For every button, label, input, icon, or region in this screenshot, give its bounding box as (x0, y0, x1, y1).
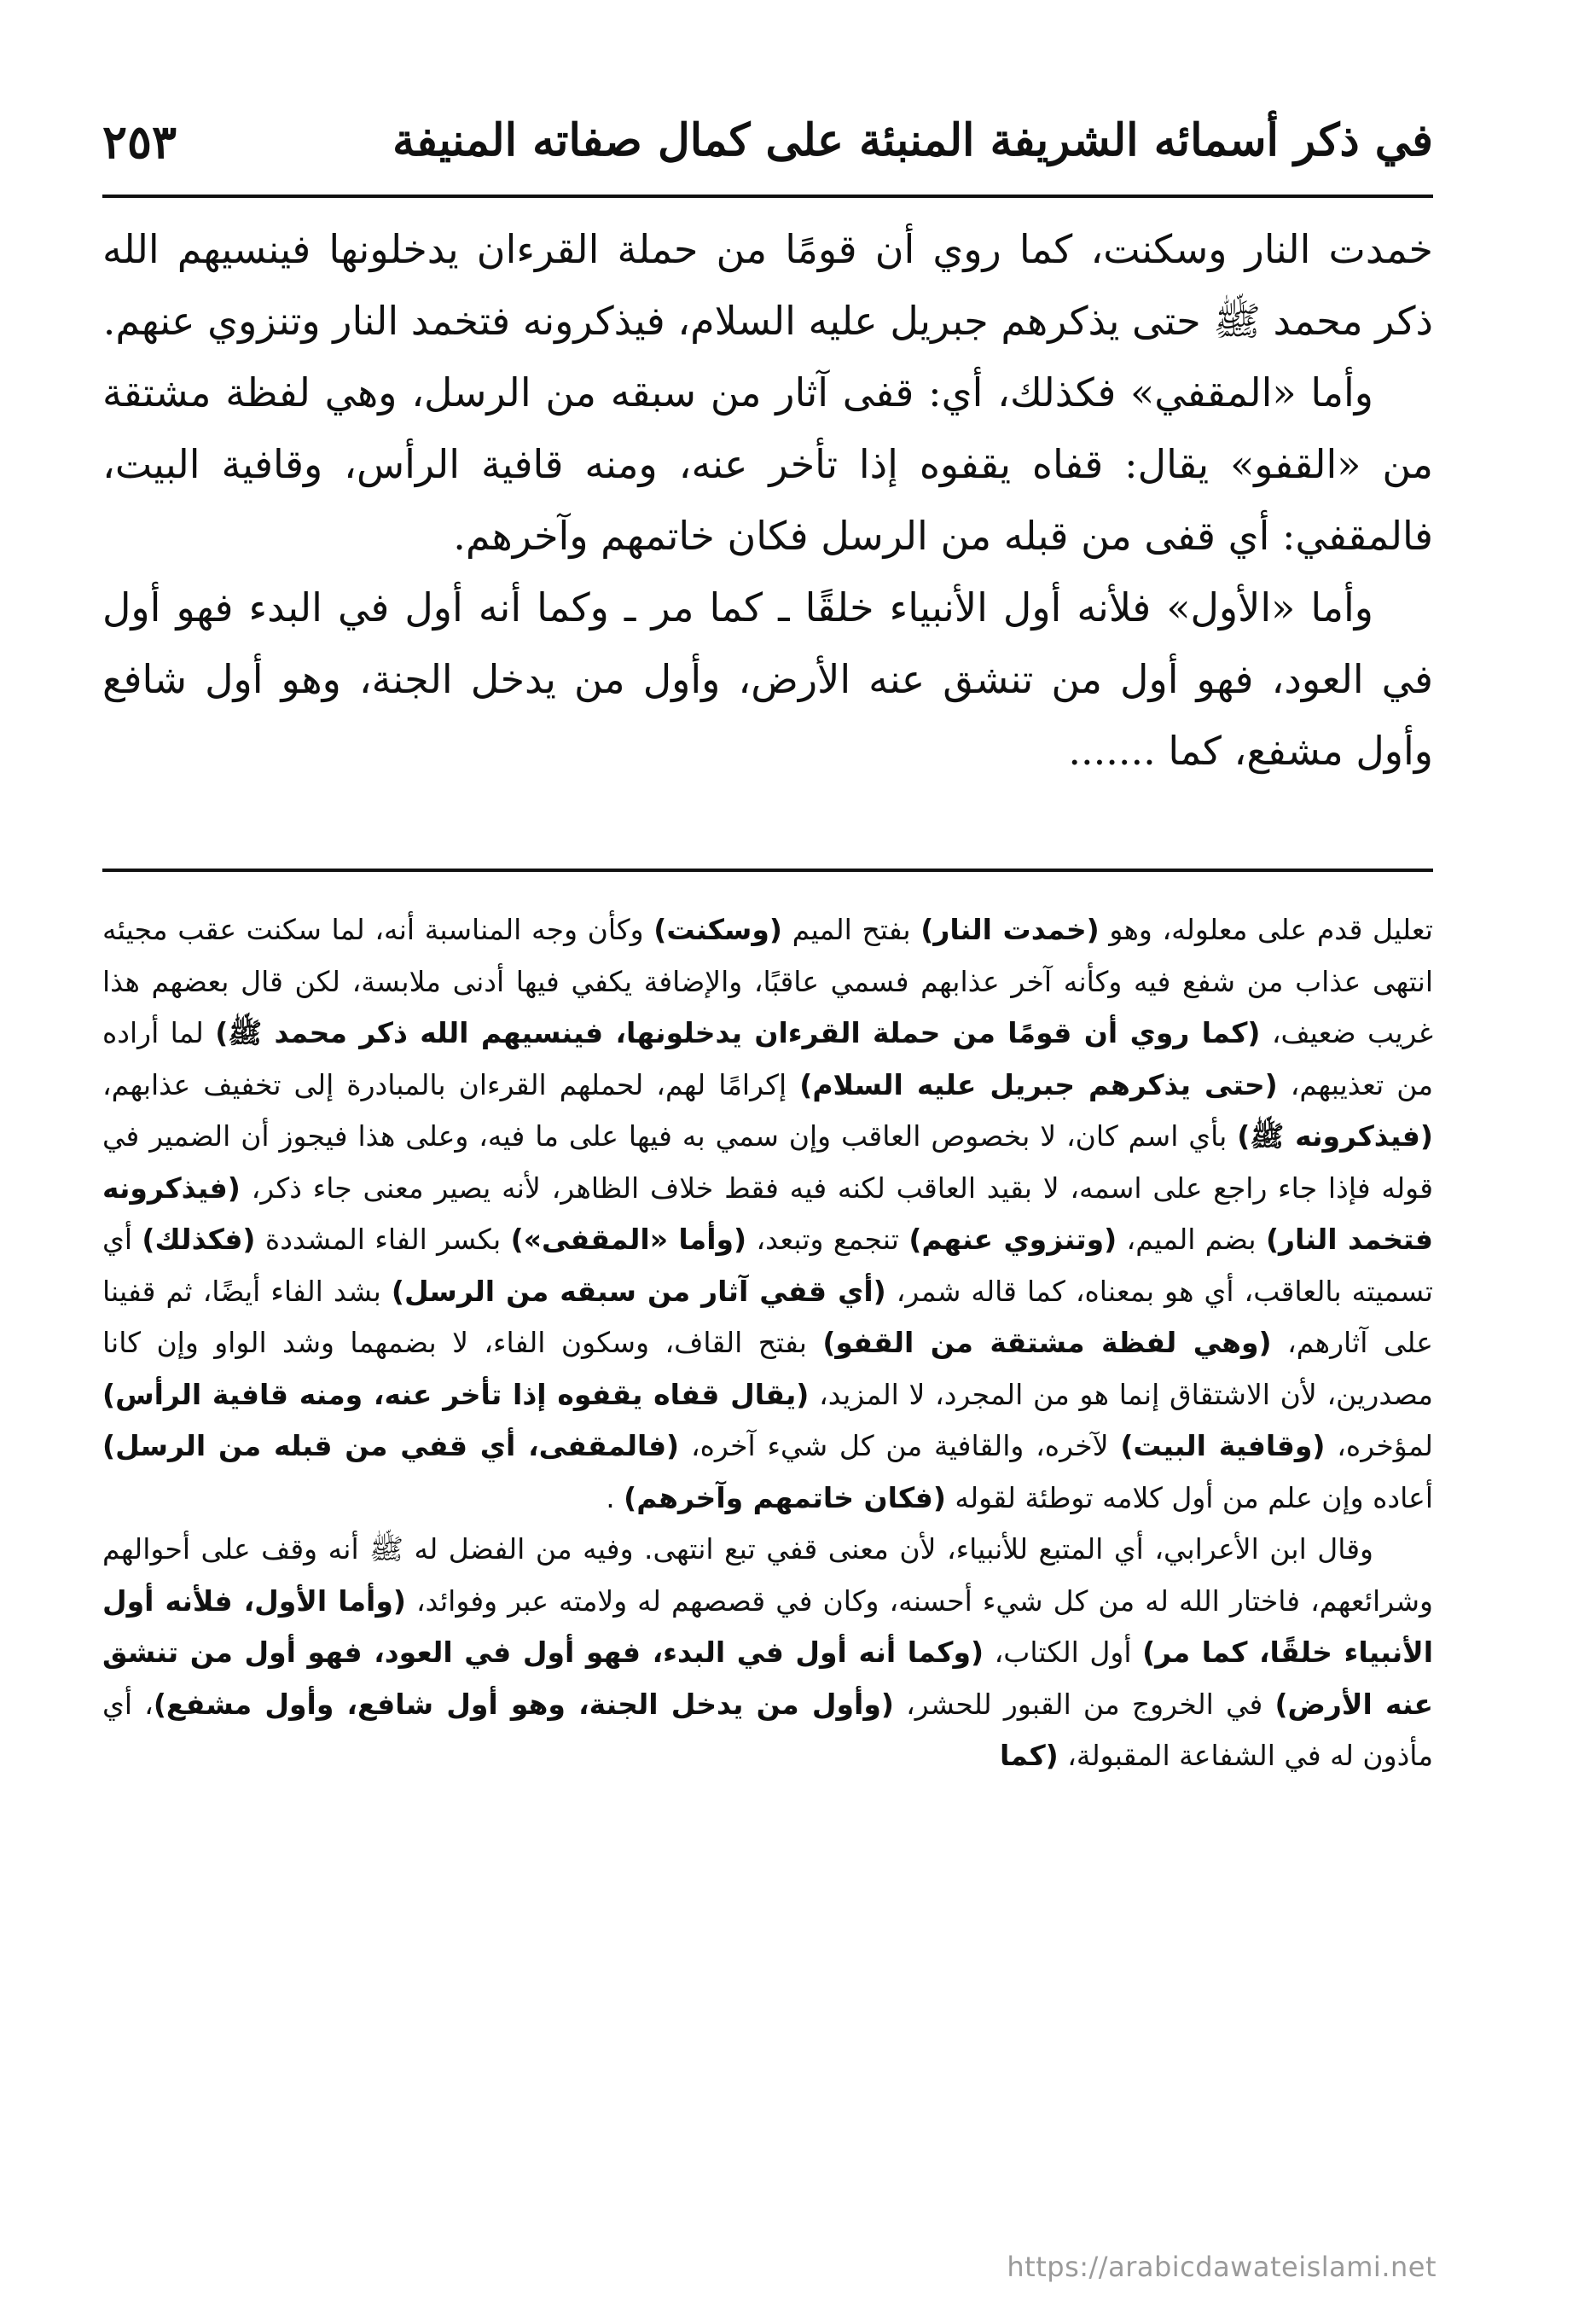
quoted-matn-phrase: (وتنزوي عنهم) (908, 1223, 1117, 1256)
commentary-run: أول الكتاب، (984, 1636, 1143, 1669)
commentary-run: تنجمع وتبعد، (746, 1223, 909, 1256)
commentary-run: تعليل قدم على معلوله، وهو (1099, 913, 1433, 946)
commentary-text (102, 904, 1433, 1782)
quoted-matn-phrase: (أي قفي آثار من سبقه من الرسل) (391, 1274, 886, 1308)
page-number: ٢٥٣ (102, 114, 177, 169)
commentary-run: بشد الفاء أيضًا، ثم قفينا على آثارهم، (102, 1274, 1433, 1359)
commentary-run: بكسر الفاء المشددة (255, 1223, 511, 1256)
main-text-paragraph: وأما «المقفي» فكذلك، أي: قفى آثار من سبقه من الرسل، وهي لفظة مشتقة من «القفو» يقال: قفاه يقفوه إذا تأخر عنه، ومنه قافية الرأس، وقافية البيت، فالمقفي: أي قفى من قبله من الرسل فكان خاتمهم وآخرهم. (102, 369, 1433, 559)
commentary-paragraph (102, 1524, 1433, 1782)
quoted-matn-phrase: (فيذكرونه فتخمد النار) (102, 1171, 1433, 1256)
header-divider (102, 195, 1433, 198)
quoted-matn-phrase: (وهي لفظة مشتقة من القفو) (822, 1326, 1272, 1359)
quoted-matn-phrase: (فيذكرونه ﷺ) (1237, 1119, 1434, 1153)
page-header (102, 102, 1433, 179)
running-title: في ذكر أسمائه الشريفة المنبئة على كمال صفاته المنيفة (392, 114, 1433, 166)
matn-commentary-divider (102, 869, 1433, 872)
quoted-matn-phrase: (وأما «المقفى») (510, 1223, 747, 1256)
commentary-run: أي تسميته بالعاقب، أي هو بمعناه، كما قاله شمر، (102, 1223, 1433, 1308)
main-text (102, 213, 1433, 787)
commentary-run: وقال ابن الأعرابي، أي المتبع للأنبياء، لأن معنى قفي تبع انتهى. وفيه من الفضل له ﷺ أنه وقف على أحوالهم وشرائعهم، فاختار الله له من كل شيء أحسنه، وكان في قصصهم له ولامته عبر وفوائد، (102, 1532, 1433, 1618)
quoted-matn-phrase: (كما روي أن قومًا من حملة القرءان يدخلونها، فينسيهم الله ذكر محمد ﷺ) (215, 1016, 1261, 1049)
quoted-matn-phrase: (كما (999, 1739, 1059, 1772)
commentary-run: وكأن وجه المناسبة أنه، لما سكنت عقب مجيئه انتهى عذاب من شفع فيه وكأنه آخر عذابهم فسمي عاقبًا، والإضافة يكفي فيها أدنى ملابسة، لكن قال بعضهم هذا غريب ضعيف، (102, 913, 1433, 1049)
main-text-paragraph: خمدت النار وسكنت، كما روي أن قومًا من حملة القرءان يدخلونها فينسيهم الله ذكر محمد ﷺ حتى يذكرهم جبريل عليه السلام، فيذكرونه فتخمد النار وتنزوي عنهم. (102, 226, 1433, 344)
commentary-run: . (606, 1480, 624, 1514)
quoted-matn-phrase: (فكذلك) (142, 1223, 256, 1256)
quoted-matn-phrase: (حتى يذكرهم جبريل عليه السلام) (799, 1067, 1278, 1101)
quoted-matn-phrase: (فكان خاتمهم وآخرهم) (624, 1480, 946, 1514)
main-text-paragraph: وأما «الأول» فلأنه أول الأنبياء خلقًا ـ كما مر ـ وكما أنه أول في البدء فهو أول في العود، فهو أول من تنشق عنه الأرض، وأول من يدخل الجنة، وهو أول شافع وأول مشفع، كما ....... (102, 584, 1433, 774)
commentary-run: بفتح القاف، وسكون الفاء، لا بضمهما وشد الواو وإن كانا مصدرين، لأن الاشتقاق إنما هو من المجرد، لا المزيد، (102, 1326, 1433, 1411)
quoted-matn-phrase: (يقال قفاه يقفوه إذا تأخر عنه، ومنه قافية الرأس) (102, 1377, 810, 1411)
commentary-run: ، أي مأذون له في الشفاعة المقبولة، (102, 1687, 1433, 1772)
quoted-matn-phrase: (وسكنت) (653, 913, 782, 946)
commentary-run: لآخره، والقافية من كل شيء آخره، (679, 1429, 1121, 1462)
quoted-matn-phrase: (وأول من يدخل الجنة، وهو أول شافع، وأول مشفع) (153, 1687, 894, 1721)
commentary-run: بضم الميم، (1117, 1223, 1266, 1256)
quoted-matn-phrase: (فالمقفى، أي قفي من قبله من الرسل) (102, 1429, 680, 1462)
commentary-run: بفتح الميم (781, 913, 921, 946)
commentary-run: إكرامًا لهم، لحملهم القرءان بالمبادرة إلى تخفيف عذابهم، (102, 1067, 800, 1101)
quoted-matn-phrase: (وقافية البيت) (1120, 1429, 1326, 1462)
commentary-run: لما أراده من تعذيبهم، (102, 1016, 1434, 1101)
commentary-run: لمؤخره، (1325, 1429, 1433, 1462)
commentary-run: في الخروج من القبور للحشر، (893, 1687, 1275, 1721)
quoted-matn-phrase: (خمدت النار) (920, 913, 1100, 946)
commentary-paragraph (102, 904, 1433, 1524)
commentary-run: بأي اسم كان، لا بخصوص العاقب وإن سمي به فيها على ما فيه، وعلى هذا فيجوز أن الضمير في قوله فإذا جاء راجع على اسمه، لا بقيد العاقب لكنه فيه فقط خلاف الظاهر، لأنه يصير معنى جاء ذكر، (102, 1119, 1433, 1205)
commentary-run: أعاده وإن علم من أول كلامه توطئة لقوله (945, 1480, 1433, 1514)
quoted-matn-phrase: (وكما أنه أول في البدء، فهو أول في العود، فهو أول من تنشق عنه الأرض) (102, 1636, 1434, 1721)
quoted-matn-phrase: (وأما الأول، فلأنه أول الأنبياء خلقًا، كما مر) (102, 1583, 1433, 1669)
watermark-url: https://arabicdawateislami.net (1007, 2251, 1437, 2283)
